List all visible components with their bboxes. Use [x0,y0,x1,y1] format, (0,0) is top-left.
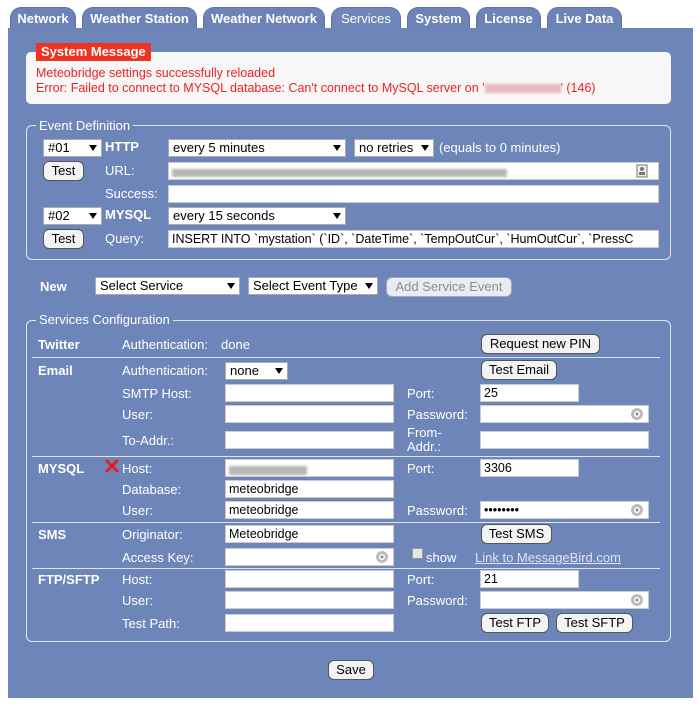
test-sftp-button[interactable]: Test SFTP [556,613,633,633]
tab-live-data[interactable]: Live Data [547,7,622,29]
event-1-test-button[interactable]: Test [43,161,84,181]
email-password-input[interactable] [480,405,649,423]
ftp-host-input[interactable] [225,570,394,588]
system-message-error: Error: Failed to connect to MYSQL database: Can't connect to MySQL server on ' ' (146) [36,81,596,95]
password-reveal-icon[interactable] [630,593,644,607]
event-1-retries-note: (equals to 0 minutes) [439,140,561,155]
divider [32,522,660,523]
ftp-password-input[interactable] [480,591,649,609]
mysql-port-input[interactable]: 3306 [480,459,579,477]
from-addr-input[interactable] [480,431,649,449]
event-2-number-select[interactable]: #02 [43,207,102,225]
sms-originator-label: Originator: [122,527,183,542]
url-input[interactable] [168,162,659,180]
mysql-password-input[interactable]: •••••••• [480,501,649,519]
smtp-host-input[interactable] [225,384,394,402]
system-message-success: Meteobridge settings successfully reloaded [36,66,276,80]
password-reveal-icon[interactable] [375,550,389,564]
tab-weather-station[interactable]: Weather Station [82,7,197,29]
from-addr-label: From- Addr.: [407,425,442,454]
to-addr-input[interactable] [225,431,394,449]
mysql-label: MYSQL [38,461,85,476]
select-service-dropdown[interactable]: Select Service [95,277,240,295]
mysql-database-input[interactable]: meteobridge [225,480,394,498]
show-label: show [426,550,457,565]
password-reveal-icon[interactable] [630,503,644,517]
email-password-label: Password: [407,407,468,422]
ftp-test-path-label: Test Path: [122,616,180,631]
show-checkbox[interactable] [412,548,423,559]
error-x-icon [105,459,119,473]
mysql-user-input[interactable]: meteobridge [225,501,394,519]
mysql-database-label: Database: [122,482,182,497]
ftp-label: FTP/SFTP [38,572,100,587]
email-auth-label: Authentication: [122,363,209,378]
to-addr-label: To-Addr.: [122,433,175,448]
test-sms-button[interactable]: Test SMS [481,524,552,544]
ftp-test-path-input[interactable] [225,614,394,632]
new-label: New [40,279,67,294]
event-1-type: HTTP [105,139,139,154]
event-1-interval-select[interactable]: every 5 minutes [168,139,346,157]
sms-access-key-input[interactable] [225,548,394,566]
sms-label: SMS [38,527,67,542]
event-2-test-button[interactable]: Test [43,229,84,249]
success-label: Success: [105,186,158,201]
email-port-input[interactable]: 25 [480,384,579,402]
mysql-user-label: User: [122,503,154,518]
email-label: Email [38,363,73,378]
ftp-port-input[interactable]: 21 [480,570,579,588]
select-event-type-dropdown[interactable]: Select Event Type [248,277,378,295]
sms-originator-input[interactable]: Meteobridge [225,525,394,543]
mysql-port-label: Port: [407,461,435,476]
smtp-host-label: SMTP Host: [122,386,192,401]
twitter-auth-value: done [221,337,250,352]
mysql-host-label: Host: [122,461,153,476]
event-definition-legend: Event Definition [36,119,133,133]
ftp-host-label: Host: [122,572,153,587]
ftp-user-label: User: [122,593,154,608]
event-1-number-select[interactable]: #01 [43,139,102,157]
sms-access-key-label: Access Key: [122,550,194,565]
password-reveal-icon[interactable] [630,407,644,421]
divider [32,456,660,457]
query-label: Query: [105,231,145,246]
test-ftp-button[interactable]: Test FTP [481,613,549,633]
tab-services[interactable]: Services [331,7,401,29]
tab-network[interactable]: Network [10,7,76,29]
contact-card-icon [636,164,648,178]
ftp-user-input[interactable] [225,591,394,609]
messagebird-link[interactable]: Link to MessageBird.com [475,550,621,565]
redacted-mysql-host [229,466,307,475]
email-user-label: User: [122,407,154,422]
tab-bar [0,0,700,28]
services-configuration-legend: Services Configuration [36,313,173,327]
redacted-url [172,169,507,177]
event-2-interval-select[interactable]: every 15 seconds [168,207,346,225]
mysql-password-label: Password: [407,503,468,518]
tab-system[interactable]: System [407,7,470,29]
tab-weather-network[interactable]: Weather Network [203,7,325,29]
add-service-event-button[interactable]: Add Service Event [386,277,512,297]
twitter-auth-label: Authentication: [122,337,209,352]
ftp-password-label: Password: [407,593,468,608]
save-button[interactable]: Save [328,660,374,680]
email-auth-select[interactable]: none [225,362,288,380]
ftp-port-label: Port: [407,572,435,587]
url-label: URL: [105,163,135,178]
system-message-title: System Message [36,43,151,61]
email-port-label: Port: [407,386,435,401]
twitter-label: Twitter [38,337,80,352]
query-input[interactable]: INSERT INTO `mystation` (`ID`, `DateTime`, `TempOutCur`, `HumOutCur`, `PressC [168,230,659,248]
tab-license[interactable]: License [476,7,541,29]
divider [32,357,660,358]
redacted-host [485,84,561,93]
success-input[interactable] [168,185,659,203]
event-2-type: MYSQL [105,207,152,222]
test-email-button[interactable]: Test Email [481,360,557,380]
divider [32,568,660,569]
request-new-pin-button[interactable]: Request new PIN [481,334,600,354]
mysql-host-input[interactable] [225,459,394,477]
event-1-retries-select[interactable]: no retries [354,139,434,157]
email-user-input[interactable] [225,405,394,423]
